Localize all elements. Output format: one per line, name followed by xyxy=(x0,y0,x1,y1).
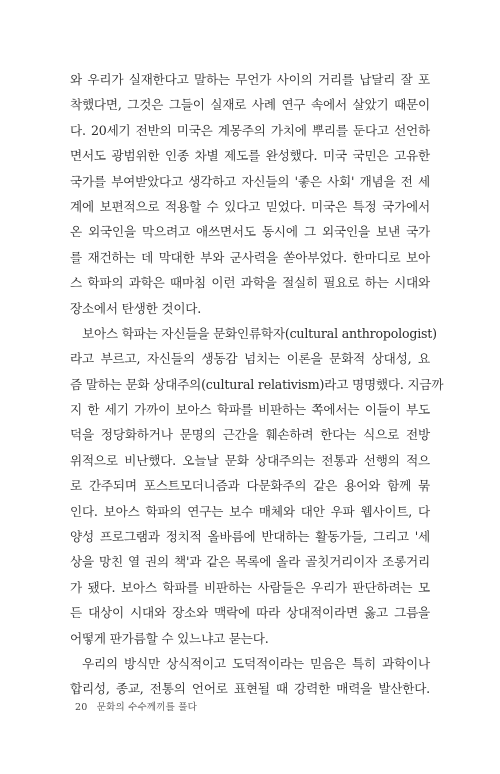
text-line: 위적으로 비난했다. 오늘날 문화 상대주의는 전통과 선행의 적으 xyxy=(70,452,430,468)
text-line: 즘 말하는 문화 상대주의(cultural relativism)라고 명명했다. 지금까 xyxy=(70,376,444,392)
text-line: 계에 보편적으로 적용할 수 있다고 믿었다. 미국은 특정 국가에서 xyxy=(70,198,430,214)
page-footer xyxy=(75,699,197,713)
text-line: 스 학파의 과학은 때마침 이런 과학을 절실히 필요로 하는 시대와 xyxy=(70,275,430,291)
text-line: 다. 20세기 전반의 미국은 계몽주의 가치에 뿌리를 둔다고 선언하 xyxy=(70,122,430,138)
text-line: 든 대상이 시대와 장소와 맥락에 따라 상대적이라면 옳고 그름을 xyxy=(70,605,430,621)
text-line: 합리성, 종교, 전통의 언어로 표현될 때 강력한 매력을 발산한다. xyxy=(70,681,430,697)
text-line: 상을 망친 열 권의 책'과 같은 목록에 올라 골칫거리이자 조롱거리 xyxy=(70,554,430,570)
running-title: 문화의 수수께끼를 풀다 xyxy=(96,702,197,713)
text-line: 양성 프로그램과 정치적 올바름에 반대하는 활동가들, 그리고 '세 xyxy=(70,529,430,545)
text-line: 라고 부르고, 자신들의 생동감 넘치는 이론을 문화적 상대성, 요 xyxy=(70,351,430,367)
paragraph-first-line: 우리의 방식만 상식적이고 도덕적이라는 믿음은 특히 과학이나 xyxy=(82,655,430,671)
text-line: 장소에서 탄생한 것이다. xyxy=(70,300,202,316)
text-line: 를 재건하는 데 막대한 부와 군사력을 쏟아부었다. 한마디로 보아 xyxy=(70,249,430,265)
text-line: 어떻게 판가름할 수 있느냐고 묻는다. xyxy=(70,630,269,646)
body-text xyxy=(70,67,444,702)
text-line: 인다. 보아스 학파의 연구는 보수 매체와 대안 우파 웹사이트, 다 xyxy=(70,503,430,519)
text-line: 덕을 정당화하거나 문명의 근간을 훼손하려 한다는 식으로 전방 xyxy=(70,427,430,443)
paragraph-first-line: 보아스 학파는 자신들을 문화인류학자(cultural anthropologist) xyxy=(82,325,437,341)
text-line: 지 한 세기 가까이 보아스 학파를 비판하는 쪽에서는 이들이 부도 xyxy=(70,402,430,418)
page-number: 20 xyxy=(75,702,88,713)
text-line: 착했다면, 그것은 그들이 실재로 사례 연구 속에서 살았기 때문이 xyxy=(70,97,430,113)
text-line: 국가를 부여받았다고 생각하고 자신들의 '좋은 사회' 개념을 전 세 xyxy=(70,173,430,189)
text-line: 온 외국인을 막으려고 애쓰면서도 동시에 그 외국인을 보낸 국가 xyxy=(70,224,430,240)
text-line: 가 됐다. 보아스 학파를 비판하는 사람들은 우리가 판단하려는 모 xyxy=(70,579,430,595)
text-line: 면서도 광범위한 인종 차별 제도를 완성했다. 미국 국민은 고유한 xyxy=(70,148,430,164)
text-line: 로 간주되며 포스트모더니즘과 다문화주의 같은 용어와 함께 묶 xyxy=(70,478,430,494)
text-line: 와 우리가 실재한다고 말하는 무언가 사이의 거리를 납달리 잘 포 xyxy=(70,72,430,87)
